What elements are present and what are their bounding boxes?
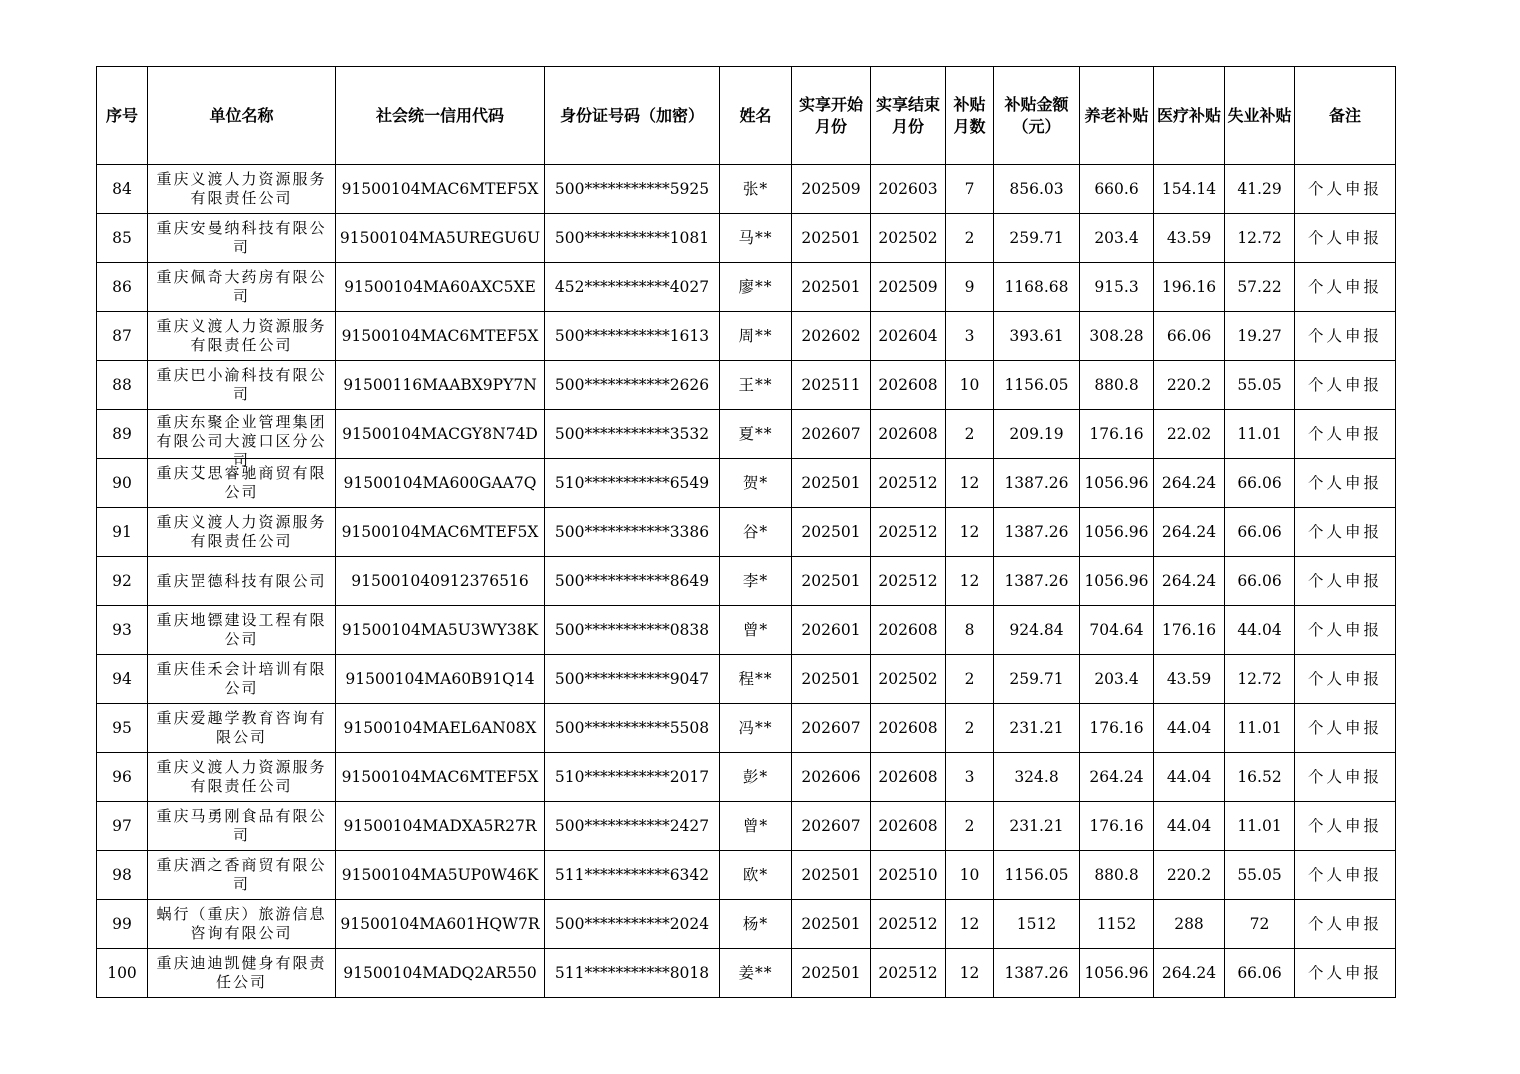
cell-company: [148, 459, 336, 508]
cell-id-number: 510***********2017: [545, 753, 720, 802]
cell-credit-code: 91500104MADXA5R27R: [336, 802, 545, 851]
cell-amount: 259.71: [994, 214, 1080, 263]
cell-start-month: 202501: [792, 508, 871, 557]
cell-medical: 264.24: [1154, 949, 1225, 998]
cell-id-number: 500***********1081: [545, 214, 720, 263]
cell-end-month: 202502: [871, 655, 946, 704]
cell-medical: 43.59: [1154, 655, 1225, 704]
cell-remark: 个人申报: [1295, 508, 1396, 557]
cell-medical: 44.04: [1154, 802, 1225, 851]
cell-remark: 个人申报: [1295, 606, 1396, 655]
cell-seq: 96: [97, 753, 148, 802]
cell-start-month: 202602: [792, 312, 871, 361]
cell-unemployment: 66.06: [1225, 557, 1295, 606]
company-name-text: 重庆艾思睿驰商贸有限公司: [156, 464, 327, 501]
cell-medical: 22.02: [1154, 410, 1225, 459]
cell-amount: 1387.26: [994, 459, 1080, 508]
cell-amount: 1168.68: [994, 263, 1080, 312]
cell-seq: 85: [97, 214, 148, 263]
cell-id-number: 500***********8649: [545, 557, 720, 606]
company-name-text: 重庆义渡人力资源服务有限责任公司: [156, 317, 327, 354]
cell-remark: 个人申报: [1295, 410, 1396, 459]
cell-medical: 264.24: [1154, 508, 1225, 557]
cell-unemployment: 44.04: [1225, 606, 1295, 655]
cell-name: 张*: [720, 165, 792, 214]
cell-company: [148, 704, 336, 753]
company-name-text: 重庆马勇刚食品有限公司: [156, 807, 327, 844]
cell-amount: 209.19: [994, 410, 1080, 459]
cell-months: 12: [946, 949, 994, 998]
cell-credit-code: 91500104MAEL6AN08X: [336, 704, 545, 753]
cell-end-month: 202608: [871, 410, 946, 459]
cell-credit-code: 91500104MAC6MTEF5X: [336, 753, 545, 802]
cell-unemployment: 11.01: [1225, 704, 1295, 753]
cell-remark: 个人申报: [1295, 165, 1396, 214]
cell-unemployment: 12.72: [1225, 655, 1295, 704]
cell-amount: 1387.26: [994, 949, 1080, 998]
cell-unemployment: 72: [1225, 900, 1295, 949]
cell-credit-code: 91500104MA601HQW7R: [336, 900, 545, 949]
cell-end-month: 202512: [871, 949, 946, 998]
cell-start-month: 202509: [792, 165, 871, 214]
cell-id-number: 500***********1613: [545, 312, 720, 361]
cell-start-month: 202501: [792, 557, 871, 606]
cell-start-month: 202501: [792, 214, 871, 263]
cell-end-month: 202502: [871, 214, 946, 263]
header-pension: 养老补贴: [1080, 67, 1154, 165]
cell-remark: 个人申报: [1295, 704, 1396, 753]
cell-months: 7: [946, 165, 994, 214]
cell-seq: 86: [97, 263, 148, 312]
table-row: [97, 214, 1396, 263]
cell-end-month: 202512: [871, 459, 946, 508]
cell-pension: 880.8: [1080, 851, 1154, 900]
cell-end-month: 202512: [871, 508, 946, 557]
cell-remark: 个人申报: [1295, 361, 1396, 410]
cell-amount: 1512: [994, 900, 1080, 949]
cell-start-month: 202501: [792, 949, 871, 998]
cell-amount: 924.84: [994, 606, 1080, 655]
cell-pension: 1152: [1080, 900, 1154, 949]
cell-start-month: 202607: [792, 410, 871, 459]
table-row: [97, 802, 1396, 851]
cell-medical: 264.24: [1154, 557, 1225, 606]
cell-unemployment: 66.06: [1225, 949, 1295, 998]
cell-name: 杨*: [720, 900, 792, 949]
cell-amount: 1156.05: [994, 361, 1080, 410]
cell-credit-code: 91500116MAABX9PY7N: [336, 361, 545, 410]
cell-id-number: 500***********0838: [545, 606, 720, 655]
header-unemployment: 失业补贴: [1225, 67, 1295, 165]
cell-id-number: 452***********4027: [545, 263, 720, 312]
cell-medical: 44.04: [1154, 704, 1225, 753]
cell-remark: 个人申报: [1295, 851, 1396, 900]
cell-months: 12: [946, 459, 994, 508]
header-row: [97, 67, 1396, 165]
cell-remark: 个人申报: [1295, 459, 1396, 508]
cell-id-number: 511***********8018: [545, 949, 720, 998]
cell-start-month: 202501: [792, 263, 871, 312]
header-start-month: 实享开始月份: [792, 67, 871, 165]
cell-id-number: 500***********2024: [545, 900, 720, 949]
table-row: [97, 606, 1396, 655]
cell-end-month: 202604: [871, 312, 946, 361]
cell-unemployment: 66.06: [1225, 459, 1295, 508]
cell-remark: 个人申报: [1295, 557, 1396, 606]
cell-pension: 176.16: [1080, 410, 1154, 459]
header-remark: 备注: [1295, 67, 1396, 165]
cell-end-month: 202512: [871, 557, 946, 606]
table-row: [97, 165, 1396, 214]
company-name-text: 重庆佩奇大药房有限公司: [156, 268, 327, 305]
cell-credit-code: 91500104MA5UP0W46K: [336, 851, 545, 900]
cell-credit-code: 91500104MACGY8N74D: [336, 410, 545, 459]
cell-seq: 94: [97, 655, 148, 704]
cell-name: 彭*: [720, 753, 792, 802]
cell-end-month: 202512: [871, 900, 946, 949]
company-name-text: 蜗行（重庆）旅游信息咨询有限公司: [156, 905, 327, 942]
cell-company: [148, 606, 336, 655]
table-row: [97, 508, 1396, 557]
table-row: [97, 263, 1396, 312]
cell-seq: 89: [97, 410, 148, 459]
company-name-text: 重庆迪迪凯健身有限责任公司: [156, 954, 327, 991]
cell-name: 王**: [720, 361, 792, 410]
cell-months: 9: [946, 263, 994, 312]
cell-unemployment: 66.06: [1225, 508, 1295, 557]
cell-end-month: 202510: [871, 851, 946, 900]
cell-start-month: 202607: [792, 802, 871, 851]
cell-amount: 324.8: [994, 753, 1080, 802]
header-amount: 补贴金额（元）: [994, 67, 1080, 165]
cell-remark: 个人申报: [1295, 263, 1396, 312]
cell-remark: 个人申报: [1295, 214, 1396, 263]
cell-name: 冯**: [720, 704, 792, 753]
cell-remark: 个人申报: [1295, 802, 1396, 851]
cell-medical: 176.16: [1154, 606, 1225, 655]
cell-end-month: 202608: [871, 606, 946, 655]
cell-seq: 92: [97, 557, 148, 606]
cell-pension: 660.6: [1080, 165, 1154, 214]
cell-months: 2: [946, 655, 994, 704]
cell-unemployment: 12.72: [1225, 214, 1295, 263]
cell-start-month: 202501: [792, 459, 871, 508]
cell-months: 3: [946, 753, 994, 802]
header-seq: 序号: [97, 67, 148, 165]
cell-amount: 856.03: [994, 165, 1080, 214]
company-name-text: 重庆地镖建设工程有限公司: [156, 611, 327, 648]
company-name-text: 重庆义渡人力资源服务有限责任公司: [156, 513, 327, 550]
cell-id-number: 510***********6549: [545, 459, 720, 508]
cell-seq: 90: [97, 459, 148, 508]
cell-amount: 231.21: [994, 802, 1080, 851]
cell-seq: 88: [97, 361, 148, 410]
cell-company: [148, 361, 336, 410]
cell-start-month: 202601: [792, 606, 871, 655]
cell-unemployment: 41.29: [1225, 165, 1295, 214]
cell-company: [148, 508, 336, 557]
table-row: [97, 949, 1396, 998]
subsidy-table: [96, 66, 1396, 998]
cell-medical: 44.04: [1154, 753, 1225, 802]
cell-unemployment: 11.01: [1225, 802, 1295, 851]
cell-amount: 259.71: [994, 655, 1080, 704]
cell-end-month: 202608: [871, 753, 946, 802]
table-row: [97, 704, 1396, 753]
table-row: [97, 410, 1396, 459]
table-row: [97, 753, 1396, 802]
cell-start-month: 202607: [792, 704, 871, 753]
cell-pension: 176.16: [1080, 802, 1154, 851]
cell-name: 夏**: [720, 410, 792, 459]
cell-seq: 97: [97, 802, 148, 851]
cell-name: 曾*: [720, 606, 792, 655]
cell-company: [148, 312, 336, 361]
cell-start-month: 202606: [792, 753, 871, 802]
cell-id-number: 500***********3532: [545, 410, 720, 459]
cell-name: 李*: [720, 557, 792, 606]
cell-id-number: 500***********5508: [545, 704, 720, 753]
cell-medical: 66.06: [1154, 312, 1225, 361]
table-row: [97, 851, 1396, 900]
cell-name: 姜**: [720, 949, 792, 998]
cell-company: [148, 900, 336, 949]
header-name: 姓名: [720, 67, 792, 165]
cell-start-month: 202501: [792, 655, 871, 704]
cell-pension: 704.64: [1080, 606, 1154, 655]
table-row: [97, 459, 1396, 508]
cell-unemployment: 11.01: [1225, 410, 1295, 459]
cell-company: [148, 214, 336, 263]
cell-pension: 176.16: [1080, 704, 1154, 753]
cell-months: 12: [946, 557, 994, 606]
cell-unemployment: 55.05: [1225, 851, 1295, 900]
cell-company: [148, 802, 336, 851]
cell-credit-code: 91500104MADQ2AR550: [336, 949, 545, 998]
company-name-text: 重庆罡德科技有限公司: [156, 571, 327, 590]
header-medical: 医疗补贴: [1154, 67, 1225, 165]
cell-company: [148, 410, 336, 469]
cell-end-month: 202608: [871, 361, 946, 410]
cell-months: 12: [946, 900, 994, 949]
company-name-text: 重庆酒之香商贸有限公司: [156, 856, 327, 893]
header-months: 补贴月数: [946, 67, 994, 165]
cell-amount: 1387.26: [994, 557, 1080, 606]
cell-credit-code: 91500104MAC6MTEF5X: [336, 508, 545, 557]
cell-medical: 220.2: [1154, 361, 1225, 410]
table-row: [97, 312, 1396, 361]
header-id-number: 身份证号码（加密）: [545, 67, 720, 165]
cell-credit-code: 91500104MA5U3WY38K: [336, 606, 545, 655]
cell-pension: 1056.96: [1080, 949, 1154, 998]
cell-id-number: 500***********9047: [545, 655, 720, 704]
cell-company: [148, 949, 336, 998]
cell-name: 曾*: [720, 802, 792, 851]
cell-company: [148, 753, 336, 802]
cell-credit-code: 91500104MA60B91Q14: [336, 655, 545, 704]
company-name-text: 重庆东聚企业管理集团有限公司大渡口区分公司: [156, 413, 327, 469]
cell-name: 贺*: [720, 459, 792, 508]
table-body: [97, 165, 1396, 998]
cell-name: 马**: [720, 214, 792, 263]
cell-seq: 93: [97, 606, 148, 655]
cell-id-number: 500***********2427: [545, 802, 720, 851]
cell-seq: 87: [97, 312, 148, 361]
company-name-text: 重庆佳禾会计培训有限公司: [156, 660, 327, 697]
cell-remark: 个人申报: [1295, 900, 1396, 949]
cell-months: 2: [946, 214, 994, 263]
company-name-text: 重庆巴小渝科技有限公司: [156, 366, 327, 403]
cell-pension: 203.4: [1080, 214, 1154, 263]
cell-credit-code: 91500104MA5UREGU6U: [336, 214, 545, 263]
cell-pension: 264.24: [1080, 753, 1154, 802]
cell-amount: 393.61: [994, 312, 1080, 361]
cell-company: [148, 655, 336, 704]
company-name-text: 重庆义渡人力资源服务有限责任公司: [156, 758, 327, 795]
cell-name: 廖**: [720, 263, 792, 312]
cell-unemployment: 16.52: [1225, 753, 1295, 802]
cell-credit-code: 91500104MAC6MTEF5X: [336, 165, 545, 214]
cell-start-month: 202511: [792, 361, 871, 410]
cell-end-month: 202603: [871, 165, 946, 214]
header-end-month: 实享结束月份: [871, 67, 946, 165]
cell-company: [148, 851, 336, 900]
cell-months: 2: [946, 704, 994, 753]
cell-medical: 154.14: [1154, 165, 1225, 214]
cell-months: 3: [946, 312, 994, 361]
cell-months: 2: [946, 410, 994, 459]
cell-pension: 880.8: [1080, 361, 1154, 410]
cell-pension: 915.3: [1080, 263, 1154, 312]
cell-remark: 个人申报: [1295, 655, 1396, 704]
cell-months: 8: [946, 606, 994, 655]
cell-start-month: 202501: [792, 900, 871, 949]
cell-amount: 1387.26: [994, 508, 1080, 557]
cell-remark: 个人申报: [1295, 949, 1396, 998]
cell-name: 程**: [720, 655, 792, 704]
cell-pension: 1056.96: [1080, 508, 1154, 557]
cell-credit-code: 91500104MAC6MTEF5X: [336, 312, 545, 361]
cell-name: 周**: [720, 312, 792, 361]
cell-end-month: 202608: [871, 704, 946, 753]
cell-unemployment: 55.05: [1225, 361, 1295, 410]
cell-credit-code: 915001040912376516: [336, 557, 545, 606]
cell-end-month: 202608: [871, 802, 946, 851]
cell-id-number: 500***********2626: [545, 361, 720, 410]
table-header: [97, 67, 1396, 165]
cell-medical: 288: [1154, 900, 1225, 949]
cell-amount: 231.21: [994, 704, 1080, 753]
cell-company: [148, 263, 336, 312]
cell-start-month: 202501: [792, 851, 871, 900]
cell-remark: 个人申报: [1295, 312, 1396, 361]
table-row: [97, 900, 1396, 949]
cell-seq: 99: [97, 900, 148, 949]
cell-end-month: 202509: [871, 263, 946, 312]
table-row: [97, 361, 1396, 410]
company-name-text: 重庆义渡人力资源服务有限责任公司: [156, 170, 327, 207]
cell-months: 2: [946, 802, 994, 851]
cell-company: [148, 165, 336, 214]
header-credit-code: 社会统一信用代码: [336, 67, 545, 165]
cell-seq: 91: [97, 508, 148, 557]
table-row: [97, 557, 1396, 606]
company-name-text: 重庆爱趣学教育咨询有限公司: [156, 709, 327, 746]
cell-seq: 95: [97, 704, 148, 753]
cell-pension: 203.4: [1080, 655, 1154, 704]
company-name-text: 重庆安曼纳科技有限公司: [156, 219, 327, 256]
cell-medical: 196.16: [1154, 263, 1225, 312]
cell-company: [148, 557, 336, 606]
cell-credit-code: 91500104MA60AXC5XE: [336, 263, 545, 312]
cell-id-number: 500***********5925: [545, 165, 720, 214]
cell-amount: 1156.05: [994, 851, 1080, 900]
cell-pension: 1056.96: [1080, 557, 1154, 606]
cell-pension: 308.28: [1080, 312, 1154, 361]
cell-name: 谷*: [720, 508, 792, 557]
cell-unemployment: 57.22: [1225, 263, 1295, 312]
cell-seq: 84: [97, 165, 148, 214]
cell-seq: 98: [97, 851, 148, 900]
cell-seq: 100: [97, 949, 148, 998]
cell-id-number: 511***********6342: [545, 851, 720, 900]
table-row: [97, 655, 1396, 704]
cell-months: 12: [946, 508, 994, 557]
cell-medical: 43.59: [1154, 214, 1225, 263]
cell-medical: 264.24: [1154, 459, 1225, 508]
cell-unemployment: 19.27: [1225, 312, 1295, 361]
cell-name: 欧*: [720, 851, 792, 900]
cell-remark: 个人申报: [1295, 753, 1396, 802]
cell-id-number: 500***********3386: [545, 508, 720, 557]
header-company: 单位名称: [148, 67, 336, 165]
cell-credit-code: 91500104MA600GAA7Q: [336, 459, 545, 508]
cell-months: 10: [946, 361, 994, 410]
cell-medical: 220.2: [1154, 851, 1225, 900]
cell-months: 10: [946, 851, 994, 900]
cell-pension: 1056.96: [1080, 459, 1154, 508]
